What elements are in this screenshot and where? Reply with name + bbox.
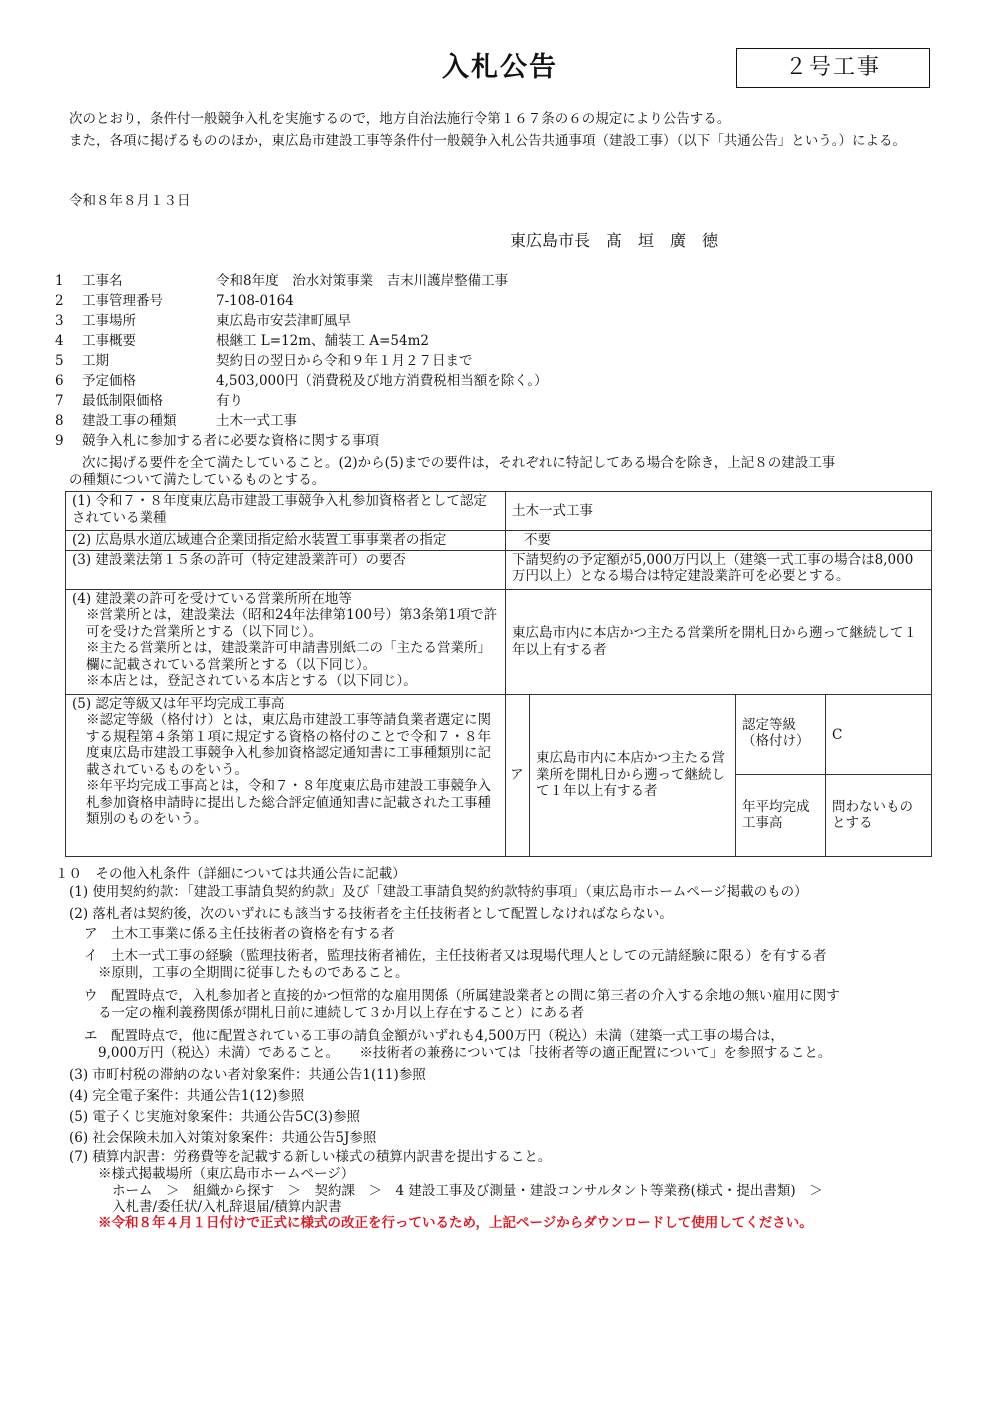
- requirement-3-value: 下請契約の予定額が5,000万円以上（建築一式工事の場合は8,000万円以上）となる場合は特定建設業許可を必要とする。: [506, 550, 932, 589]
- requirement-5-cell: [66, 694, 506, 856]
- item-number: 2: [55, 293, 64, 309]
- item-label: 予定価格: [82, 373, 136, 389]
- item-label: 工事場所: [82, 313, 136, 329]
- page-title: 入札公告: [442, 52, 558, 83]
- item-value: 契約日の翌日から令和９年１月２７日まで: [216, 353, 473, 369]
- qualification-table: [65, 491, 932, 857]
- requirement-5-option-text: 東広島市内に本店かつ主たる営業所を開札日から遡って継続して１年以上有する者: [530, 694, 736, 856]
- condition-4: (4) 完全電子案件：共通公告1(12)参照: [69, 1088, 305, 1104]
- requirement-5-note-2: ※年平均完成工事高とは，令和７・８年度東広島市建設工事競争入札参加資格申請時に提出した総合評定値通知書に記載された工事種類別のものをいう。: [86, 778, 491, 827]
- requirement-4-cell: [66, 589, 506, 694]
- item-value: 根継工 L=12m、舗装工 A=54m2: [216, 333, 429, 349]
- condition-2-u-line-2: る一定の権利義務関係が開札日前に連続して３か月以上存在すること）にある者: [98, 1005, 584, 1021]
- form-location-path-2: 入札書/委任状/入札辞退届/積算内訳書: [112, 1199, 342, 1215]
- form-location-note: ※様式掲載場所（東広島市ホームページ）: [98, 1166, 355, 1182]
- requirement-4-note-3: ※本店とは，登記されている本店とする（以下同じ）。: [86, 673, 417, 689]
- average-completion-label: 年平均完成工事高: [736, 774, 826, 856]
- qualification-intro-line-1: 次に掲げる要件を全て満たしていること。(2)から(5)までの要件は，それぞれに特記してある場合を除き，上記８の建設工事: [82, 455, 836, 471]
- item-label: 工事管理番号: [82, 293, 163, 309]
- table-row: [66, 492, 932, 531]
- intro-paragraph-1: 次のとおり，条件付一般競争入札を実施するので，地方自治法施行令第１６７条の６の規定により公告する。: [69, 111, 731, 127]
- item-number: 3: [55, 313, 64, 329]
- requirement-5-option-mark: ア: [506, 694, 530, 856]
- qualification-intro-line-2: の種類について満たしているものとする。: [69, 472, 326, 488]
- requirement-3-text: (3) 建設業法第１５条の許可（特定建設業許可）の要否: [66, 550, 506, 589]
- requirement-4-note-2: ※主たる営業所とは，建設業許可申請書別紙二の「主たる営業所」欄に記載されている営業所とする（以下同じ）。: [86, 640, 491, 673]
- condition-3: (3) 市町村税の滞納のない者対象案件：共通公告1(11)参照: [69, 1067, 426, 1083]
- requirement-4-note-1: ※営業所とは，建設業法（昭和24年法律第100号）第3条第1項で許可を受けた営業所とする（以下同じ）。: [86, 607, 498, 640]
- table-row: [66, 589, 932, 694]
- item-label: 建設工事の種類: [82, 413, 177, 429]
- average-completion-value: 問わないものとする: [826, 774, 932, 856]
- condition-1: (1) 使用契約約款：「建設工事請負契約約款」及び「建設工事請負契約約款特約事項」（東広島市ホームページ掲載のもの）: [69, 884, 808, 900]
- item-value: 東広島市安芸津町風早: [216, 313, 351, 329]
- condition-2-u-line-1: ウ 配置時点で，入札参加者と直接的かつ恒常的な雇用関係（所属建設業者との間に第三者の介入する余地の無い雇用に関す: [84, 988, 840, 1004]
- item-value: 有り: [216, 393, 243, 409]
- item-number: 9: [55, 433, 64, 449]
- announcement-date: 令和８年８月１３日: [69, 193, 191, 209]
- intro-paragraph-2: また，各項に掲げるもののほか，東広島市建設工事等条件付一般競争入札公告共通事項（建設工事）（以下「共通公告」という。）による。: [69, 133, 906, 149]
- other-conditions-heading: １０ その他入札条件（詳細については共通公告に記載）: [55, 866, 406, 882]
- item-number: 8: [55, 413, 64, 429]
- item-number: 7: [55, 393, 64, 409]
- item-label: 競争入札に参加する者に必要な資格に関する事項: [82, 433, 379, 449]
- condition-6: (6) 社会保険未加入対策対象案件：共通公告5J参照: [69, 1130, 377, 1146]
- condition-2-i-note: ※原則，工事の全期間に従事したものであること。: [98, 965, 409, 981]
- item-label: 工事名: [82, 273, 123, 289]
- item-value: 令和8年度 治水対策事業 吉末川護岸整備工事: [216, 273, 509, 289]
- item-value: 4,503,000円（消費税及び地方消費税相当額を除く。）: [216, 373, 548, 389]
- item-value: 土木一式工事: [216, 413, 297, 429]
- condition-7: (7) 積算内訳書：労務費等を記載する新しい様式の積算内訳書を提出すること。: [69, 1149, 552, 1165]
- requirement-2-text: (2) 広島県水道広域連合企業団指定給水装置工事事業者の指定: [66, 531, 506, 551]
- table-row: [66, 694, 932, 774]
- item-number: 5: [55, 353, 64, 369]
- requirement-2-value: 不要: [506, 531, 932, 551]
- construction-number-badge: ２号工事: [736, 48, 930, 88]
- grade-label: 認定等級（格付け）: [736, 694, 826, 774]
- table-row: [66, 550, 932, 589]
- item-value: 7-108-0164: [216, 293, 294, 309]
- condition-2-e-line-2: 9,000万円（税込）未満）であること。 ※技術者の兼務については「技術者等の適正配置について」を参照すること。: [98, 1045, 832, 1061]
- condition-5: (5) 電子くじ実施対象案件：共通公告5C(3)参照: [69, 1109, 360, 1125]
- issuer-name: 東広島市長 髙 垣 廣 徳: [510, 231, 719, 250]
- item-label: 工事概要: [82, 333, 136, 349]
- qualification-cell: [66, 492, 506, 531]
- requirement-4-heading: (4) 建設業の許可を受けている営業所所在地等: [72, 590, 352, 607]
- requirement-5-note-1: ※認定等級（格付け）とは，東広島市建設工事等請負業者選定に関する規程第４条第１項に規定する資格の格付のことで令和７・８年度東広島市建設工事競争入札参加資格認定通知書に工事種類別に記載されているものをいう。: [86, 712, 491, 778]
- requirement-1-text: (1) 令和７・８年度東広島市建設工事競争入札参加資格者として認定されている業種: [72, 493, 487, 526]
- condition-2: (2) 落札者は契約後，次のいずれにも該当する技術者を主任技術者として配置しなければならない。: [69, 906, 673, 922]
- condition-2-i: イ 土木一式工事の経験（監理技術者，監理技術者補佐，主任技術者又は現場代理人としての元請経験に限る）を有する者: [84, 948, 827, 964]
- table-row: [66, 531, 932, 551]
- item-label: 工期: [82, 353, 109, 369]
- item-number: 1: [55, 273, 64, 289]
- requirement-1-value: 土木一式工事: [506, 492, 932, 531]
- item-number: 4: [55, 333, 64, 349]
- requirement-4-value: 東広島市内に本店かつ主たる営業所を開札日から遡って継続して１年以上有する者: [506, 589, 932, 694]
- condition-2-e-line-1: エ 配置時点で，他に配置されている工事の請負金額がいずれも4,500万円（税込）未満（建築一式工事の場合は，: [84, 1028, 784, 1044]
- condition-2-a: ア 土木工事業に係る主任技術者の資格を有する者: [84, 926, 395, 942]
- grade-value: C: [826, 694, 932, 774]
- item-label: 最低制限価格: [82, 393, 163, 409]
- item-number: 6: [55, 373, 64, 389]
- form-location-path-1: ホーム ＞ 組織から探す ＞ 契約課 ＞ 4 建設工事及び測量・建設コンサルタント等業務(様式・提出書類) ＞: [112, 1183, 823, 1199]
- requirement-5-heading: (5) 認定等級又は年平均完成工事高: [72, 695, 285, 712]
- form-revision-warning: ※令和８年４月１日付けで正式に様式の改正を行っているため，上記ページからダウンロードして使用してください。: [98, 1215, 813, 1231]
